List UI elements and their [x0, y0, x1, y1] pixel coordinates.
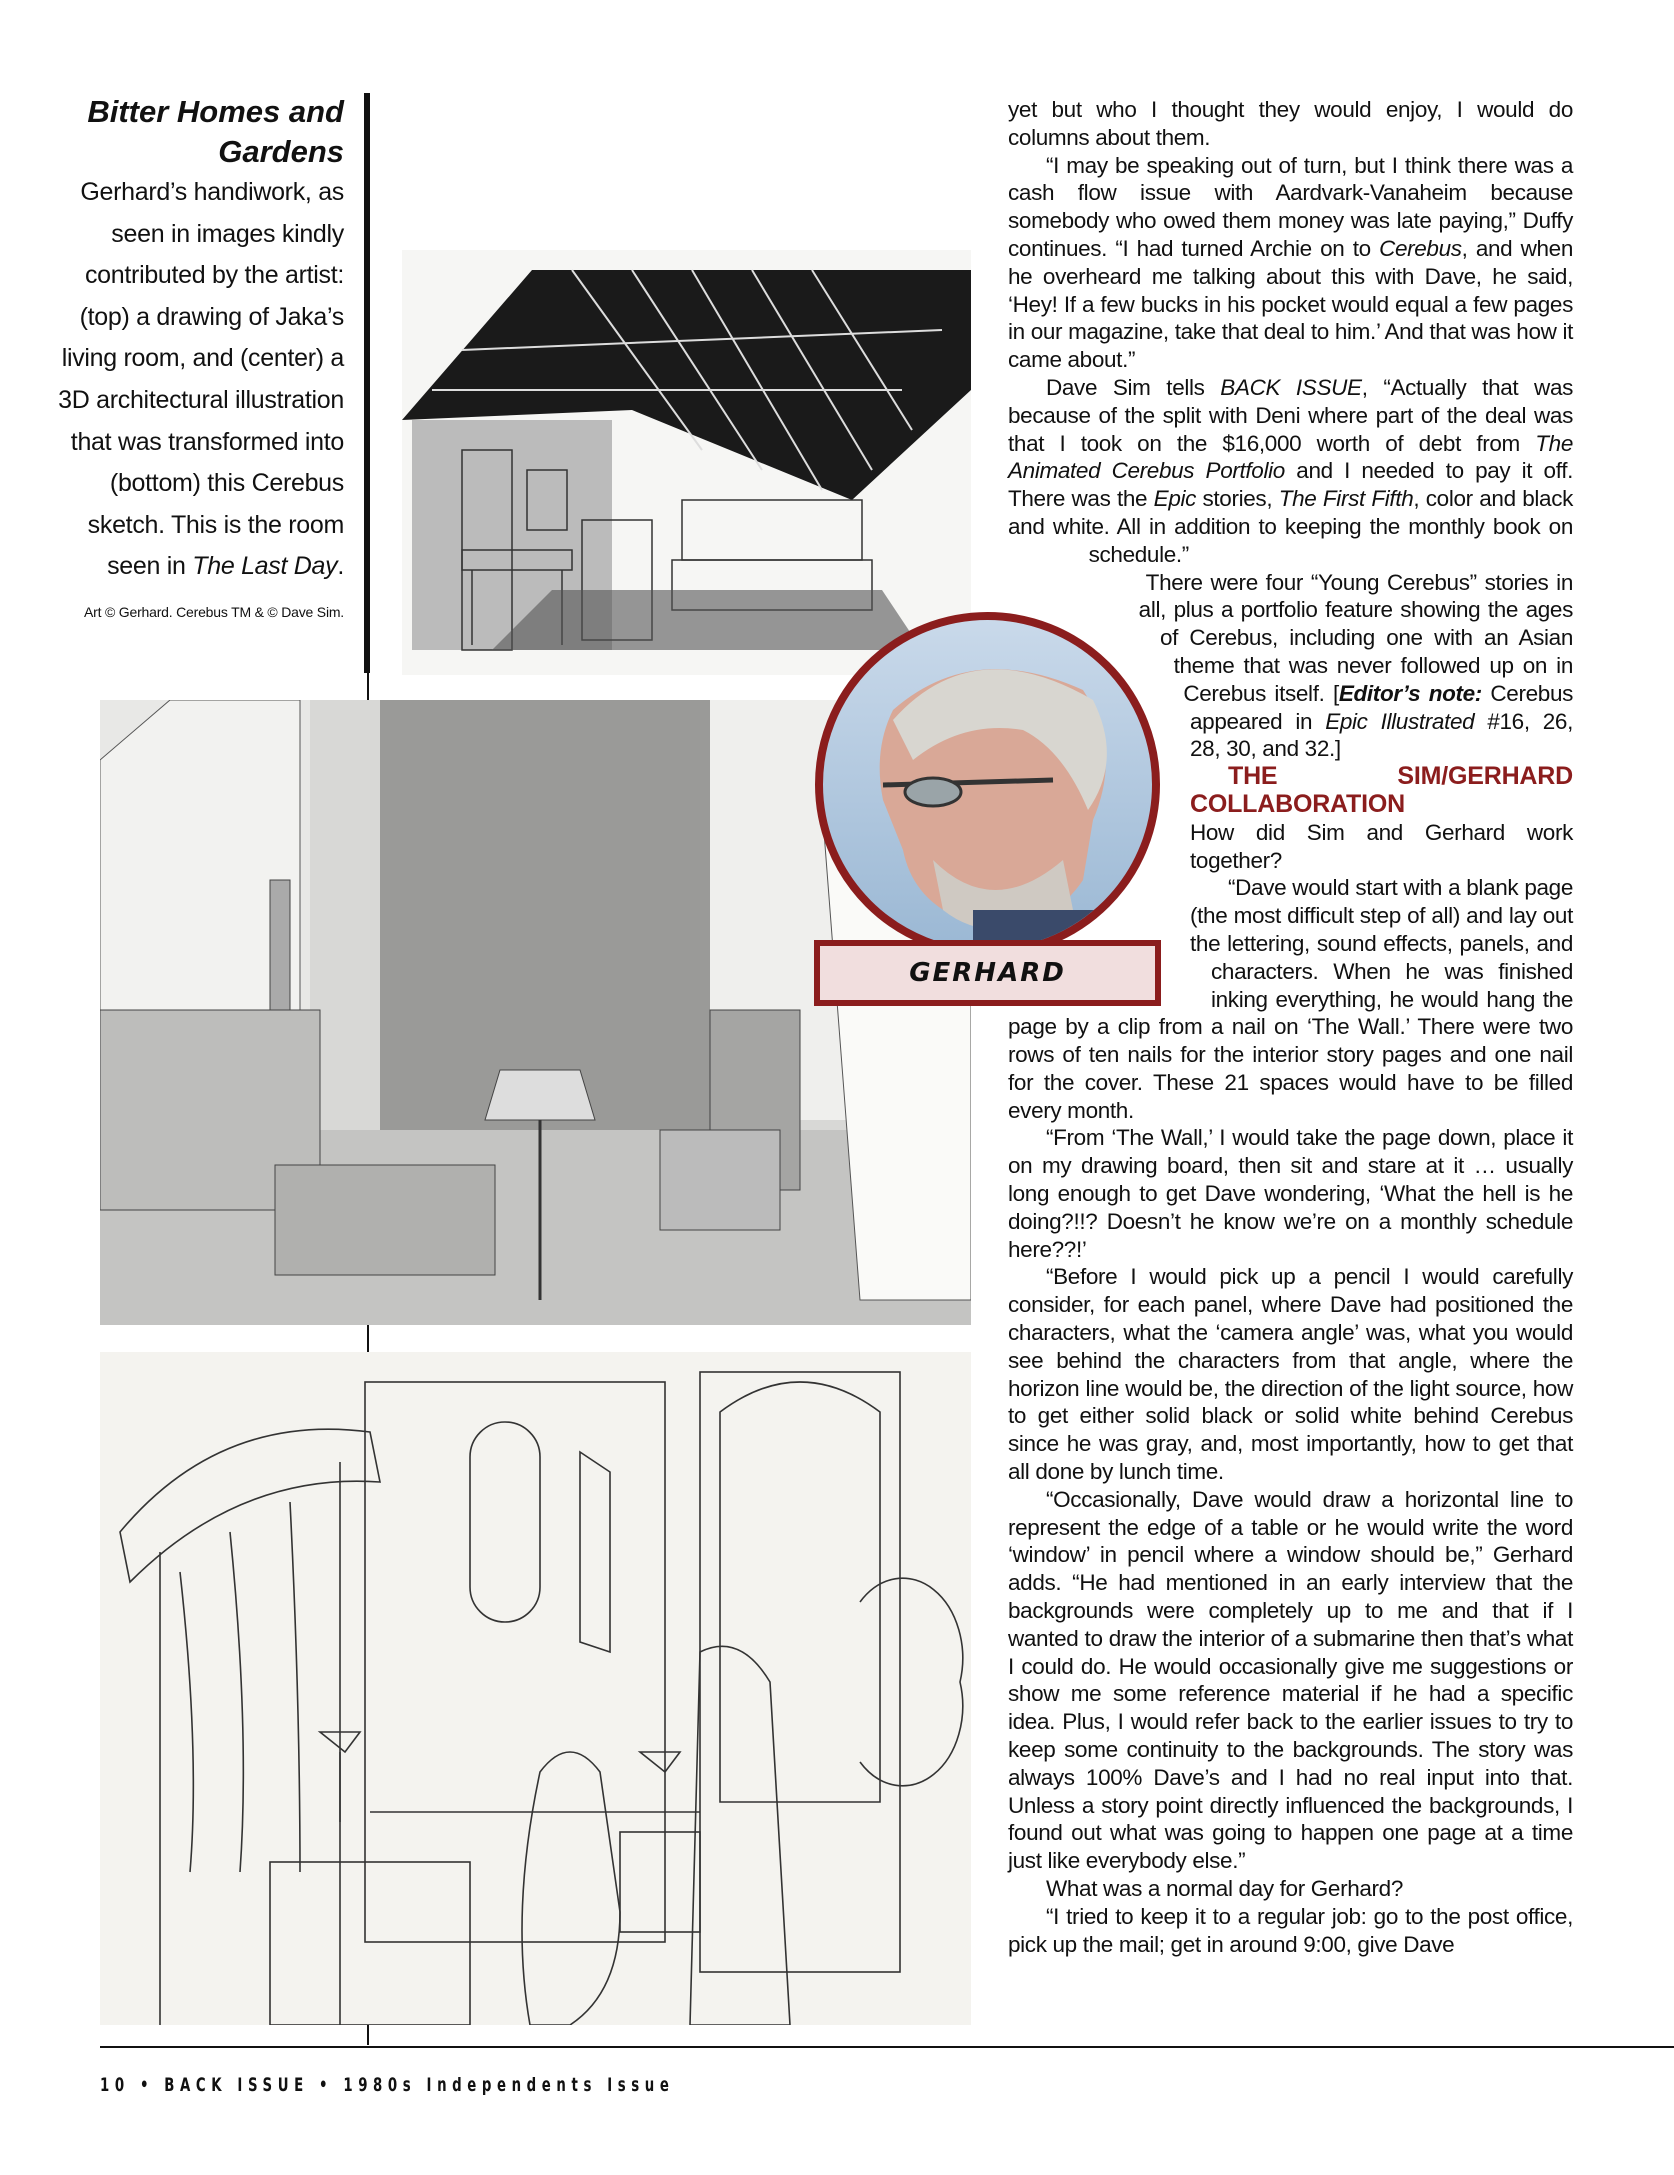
paragraph-text: “I may be speaking out of turn, but I think there was a cash flow issue with Aardvark-Vanaheim because somebody who owed them money was late paying,” Duffy continues. “I had turned Archie on to [1008, 152, 1573, 261]
paragraph-text: “I tried to keep it to a regular job: go to the post office, pick up the mail; get in around 9:00, give Dave [1008, 1903, 1573, 1957]
emphasized-text: Editor’s note: [1338, 680, 1482, 706]
article-paragraph [1008, 1903, 1573, 1959]
paragraph-text: What was a normal day for Gerhard? [1046, 1876, 1404, 1901]
footer-rule [100, 2046, 1674, 2048]
caption-italic-title: The Last Day [192, 552, 338, 581]
paragraph-text: There were four “Young Cerebus” stories in all, plus a portfolio feature showing the ages of Cerebus, including one with an Asian theme that was never followed up on in Cerebus itself. [ [1138, 569, 1573, 706]
page-footer: 10 • BACK ISSUE • 1980s Independents Issue [100, 2074, 675, 2096]
emphasized-text: Cerebus [1379, 235, 1462, 261]
paragraph-text: , “Actually that was because of the split with Deni where part of the deal was that I took on the $16,000 worth of debt from [1008, 374, 1574, 456]
article-flow [1008, 96, 1573, 1958]
article-paragraph [1008, 96, 1573, 152]
section-heading: THE SIM/GERHARD COLLABORATION [1190, 762, 1573, 818]
paragraph-text: , color and black and white. All in addition to keeping the monthly book on schedule.” [1008, 486, 1574, 567]
article-paragraph [1008, 1124, 1573, 1263]
caption-text-end: . [337, 552, 344, 581]
cerebus-room-sketch [100, 1352, 971, 2025]
emphasized-text: Epic Illustrated [1325, 708, 1475, 734]
caption-text: Gerhard’s handiwork, as seen in images kindly contributed by the artist: (top) a drawing of Jaka’s living room, and (center) a 3D architectural illustration that was transformed into (bottom) this Cerebus sketch. This is the room seen in [58, 178, 344, 581]
article-paragraph [1008, 1263, 1573, 1485]
paragraph-text: “Before I would pick up a pencil I would carefully consider, for each panel, where Dave had positioned the characters, what the ‘camera angle’ was, what you would see behind the characters from that angle, where the horizon line would be, the direction of the light source, how to get either solid black or solid white behind Cerebus since he was gray, and, most importantly, how to get that all done by lunch time. [1008, 1264, 1573, 1485]
caption-bar [364, 93, 370, 673]
paragraph-text: How did Sim and Gerhard work together? [1190, 819, 1573, 873]
paragraph-text: Cerebus appeared in [1190, 680, 1574, 734]
paragraph-text: stories, [1196, 486, 1279, 512]
art-credit: Art © Gerhard. Cerebus TM & © Dave Sim. [84, 603, 344, 620]
paragraph-text: Dave Sim tells [1046, 374, 1221, 400]
paragraph-text: and I needed to pay it off. There was the [1008, 458, 1574, 512]
photo-name-text: GERHARD [909, 958, 1066, 988]
article-paragraph [1008, 1875, 1573, 1903]
paragraph-text: “Dave would start with a blank page (the most difficult step of all) and lay out the lettering, sound effects, panels, and characters. When he was finished inking everything, he would hang the page by a clip from a nail on ‘The Wall.’ There were two rows of ten nails for the interior story pages and one nail for the cover. These 21 spaces would have to be filled every month. [1008, 875, 1573, 1123]
paragraph-text: #16, 26, 28, 30, and 32.] [1190, 708, 1573, 762]
paragraph-text: “From ‘The Wall,’ I would take the page down, place it on my drawing board, then sit and stare at it … usually long enough to get Dave wondering, ‘What the hell is he doing?!!? Doesn’t he know we’re on a monthly schedule here??!’ [1008, 1125, 1573, 1262]
emphasized-text: BACK ISSUE [1220, 374, 1362, 400]
image-caption [40, 92, 344, 620]
living-room-drawing [402, 250, 971, 675]
caption-body [40, 172, 344, 588]
emphasized-text: The Animated Cerebus Portfolio [1008, 430, 1573, 484]
paragraph-text: yet but who I thought they would enjoy, I would do columns about them. [1008, 97, 1573, 150]
article-body [1008, 96, 1573, 1958]
emphasized-text: The First Fifth [1278, 486, 1414, 512]
emphasized-text: Epic [1153, 486, 1197, 512]
paragraph-text: , and when he overheard me talking about this with Dave, he said, ‘Hey! If a few bucks in his pocket would equal a few pages in our magazine, take that deal to him.’ And that was how it came about.” [1008, 235, 1574, 373]
article-paragraph [1008, 374, 1573, 569]
paragraph-text: “Occasionally, Dave would draw a horizontal line to represent the edge of a table or he would write the word ‘window’ in pencil where a window should be,” Gerhard adds. “He had mentioned in an early interview that the backgrounds were completely up to me and that if I wanted to draw the interior of a submarine then that’s what I could do. He would occasionally give me suggestions or show me some reference material if he had a specific idea. Plus, I would refer back to the earlier issues to try to keep some continuity to the backgrounds. The story was always 100% Dave’s and I had no real input into that. Unless a story point directly influenced the backgrounds, I found out what was going to happen one page at a time just like everybody else.” [1008, 1486, 1573, 1874]
caption-title: Bitter Homes and Gardens [87, 94, 344, 169]
article-paragraph [1008, 152, 1573, 374]
article-paragraph [1008, 1486, 1573, 1875]
